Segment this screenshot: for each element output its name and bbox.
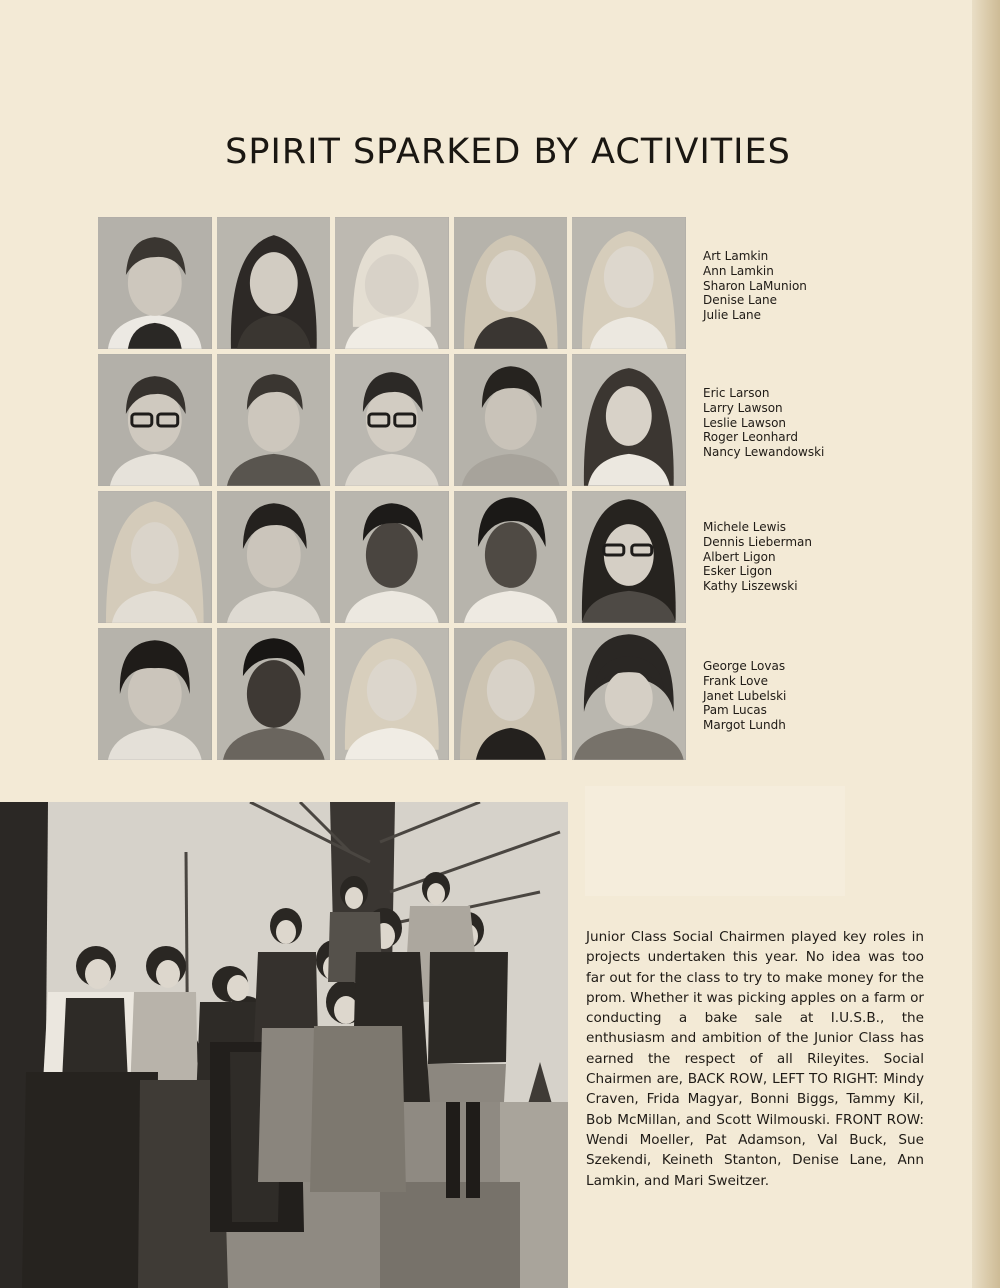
name-list-row-4 bbox=[703, 659, 863, 733]
name-list-row-2 bbox=[703, 386, 863, 460]
portrait-photo bbox=[98, 628, 212, 760]
portrait-photo bbox=[217, 491, 331, 623]
student-name: Julie Lane bbox=[703, 308, 762, 323]
photo-light-patch bbox=[585, 786, 845, 896]
portrait-photo bbox=[572, 628, 686, 760]
portrait-row-1 bbox=[98, 217, 686, 349]
portrait-grid bbox=[98, 217, 686, 765]
student-name: Janet Lubelski bbox=[703, 688, 787, 703]
student-name: Roger Leonhard bbox=[703, 430, 798, 445]
portrait-photo bbox=[217, 354, 331, 486]
student-name: Kathy Liszewski bbox=[703, 579, 798, 594]
student-name: Frank Love bbox=[703, 673, 768, 688]
portrait-photo bbox=[454, 354, 568, 486]
portrait-photo bbox=[572, 491, 686, 623]
student-name: Larry Lawson bbox=[703, 400, 783, 415]
student-name: Art Lamkin bbox=[703, 249, 769, 263]
student-name: Leslie Lawson bbox=[703, 415, 787, 430]
portrait-photo bbox=[454, 217, 568, 349]
student-name: Nancy Lewandowski bbox=[703, 445, 825, 460]
portrait-photo bbox=[217, 217, 331, 349]
group-photo bbox=[0, 802, 568, 1288]
portrait-photo bbox=[335, 354, 449, 486]
portrait-photo bbox=[572, 217, 686, 349]
name-list-row-1 bbox=[703, 249, 863, 323]
portrait-photo bbox=[98, 354, 212, 486]
portrait-row-3 bbox=[98, 491, 686, 623]
name-list-row-3 bbox=[703, 520, 863, 594]
student-name: Albert Ligon bbox=[703, 549, 776, 564]
student-name: Pam Lucas bbox=[703, 703, 767, 718]
page-edge bbox=[972, 0, 1000, 1288]
portrait-photo bbox=[335, 217, 449, 349]
student-name: Esker Ligon bbox=[703, 564, 773, 579]
student-name: George Lovas bbox=[703, 659, 786, 673]
student-name: Eric Larson bbox=[703, 386, 770, 400]
student-name: Sharon LaMunion bbox=[703, 278, 807, 293]
portrait-photo bbox=[98, 491, 212, 623]
portrait-photo bbox=[454, 628, 568, 760]
student-name: Michele Lewis bbox=[703, 520, 787, 534]
portrait-row-4 bbox=[98, 628, 686, 760]
student-name: Dennis Lieberman bbox=[703, 534, 813, 549]
portrait-photo bbox=[217, 628, 331, 760]
page-title: SPIRIT SPARKED BY ACTIVITIES bbox=[225, 132, 791, 172]
portrait-photo bbox=[98, 217, 212, 349]
portrait-photo bbox=[335, 628, 449, 760]
portrait-photo bbox=[454, 491, 568, 623]
portrait-photo bbox=[572, 354, 686, 486]
portrait-row-2 bbox=[98, 354, 686, 486]
student-name: Denise Lane bbox=[703, 293, 778, 308]
group-photo-caption: Junior Class Social Chairmen played key roles in projects undertaken this year. No idea was too far out for the class to try to make money for the prom. Whether it was picking apples on a farm or conducting a bake sale at I.U.S.B., the enthusiasm and ambition of the Junior Class has earned the respect of all Rileyites. Social Chairmen are, BACK ROW, LEFT TO RIGHT: Mindy Craven, Frida Magyar, Bonni Biggs, Tammy Kil, Bob McMillan, and Scott Wilmouski. FRONT ROW: Wendi Moeller, Pat Adamson, Val Buck, Sue Szekendi, Keineth Stanton, Denise Lane, Ann Lamkin, and Mari Sweitzer. bbox=[586, 929, 924, 1189]
student-name: Margot Lundh bbox=[703, 718, 786, 733]
portrait-photo bbox=[335, 491, 449, 623]
student-name: Ann Lamkin bbox=[703, 263, 774, 278]
